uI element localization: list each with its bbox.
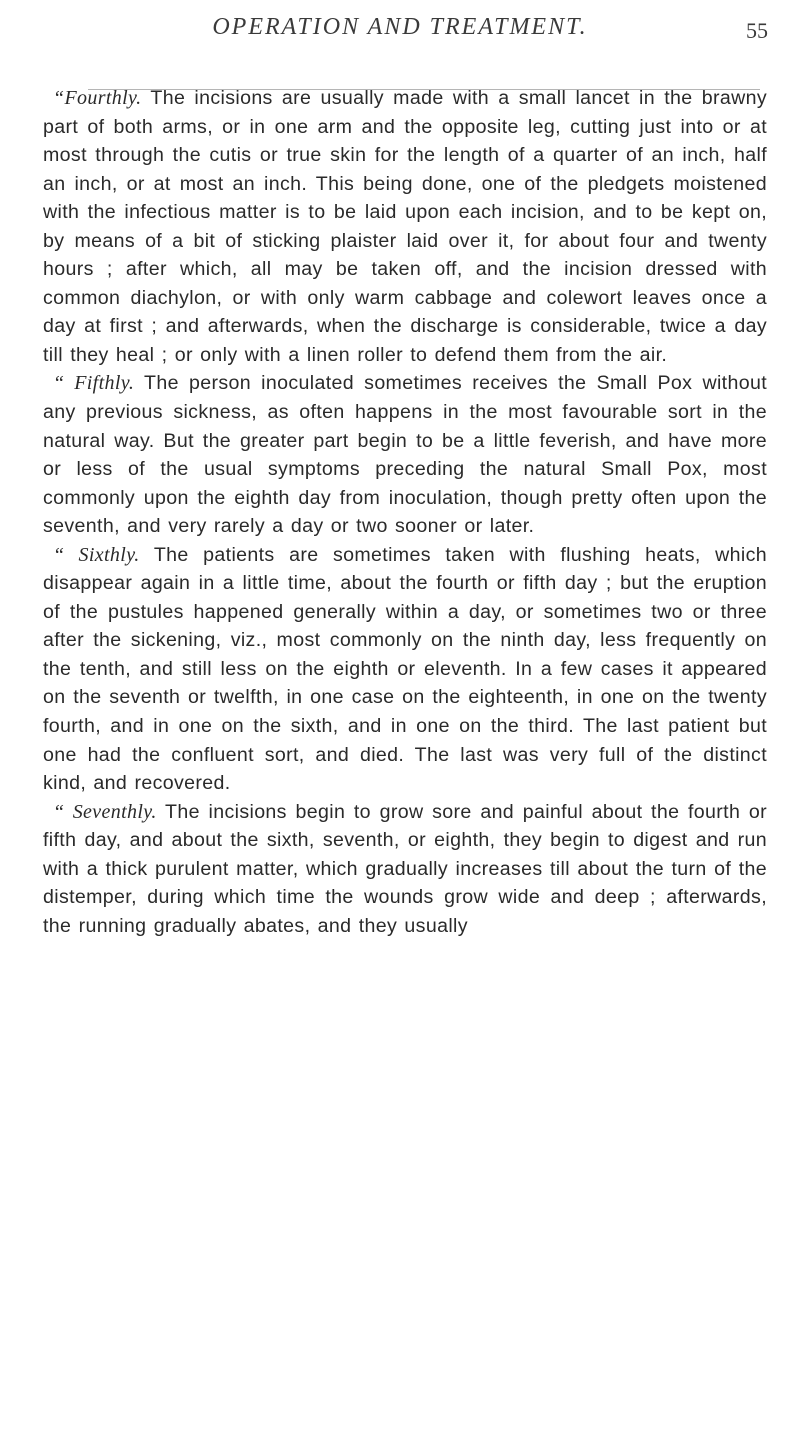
running-header <box>0 14 800 48</box>
page-number: 55 <box>746 18 768 43</box>
paragraph-lead: “ Sixthly. <box>53 543 140 566</box>
paragraph-seventhly <box>43 798 767 941</box>
paragraph-body: The incisions begin to grow sore and painful about the fourth or fifth day, and about the sixth, seventh, or eighth, they begin to digest and run with a thick purulent matter, which gradually increases till about the turn of the distemper, during which time the wounds grow wide and deep ; afterwards, the running gradually abates, and they usually <box>43 800 768 937</box>
running-title: OPERATION AND TREATMENT. <box>212 14 588 40</box>
paragraph-lead: “ Seventhly. <box>53 800 157 823</box>
paragraph-fifthly <box>43 369 767 540</box>
body-text <box>43 84 767 940</box>
paragraph-body: The person inoculated sometimes receives the Small Pox without any previous sickness, as often happens in the most favourable sort in the natural way. But the greater part begin to be a little feverish, and have more or less of the usual symptoms preceding the natural Small Pox, most commonly upon the eighth day from inoculation, though pretty often upon the seventh, and very rarely a day or two sooner or later. <box>43 372 767 538</box>
paragraph-lead: “Fourthly. <box>53 87 142 109</box>
paragraph-body: The patients are sometimes taken with flushing heats, which disappear again in a little time, about the fourth or fifth day ; but the eruption of the pustules happened generally within a day, or sometimes two or three after the sickening, viz., most commonly on the ninth day, less frequently on the tenth, and still less on the eighth or eleventh. In a few cases it appeared on the seventh or twelfth, in one case on the eighteenth, in one on the twenty fourth, and in one on the sixth, and in one on the third. The last patient but one had the confluent sort, and died. The last was very full of the distinct kind, and recovered. <box>43 543 767 795</box>
paragraph-sixthly <box>43 541 767 798</box>
paragraph-body: The incisions are usually made with a small lancet in the brawny part of both arms, or in one arm and the opposite leg, cutting just into or at most through the cutis or true skin for the length of a quarter of an inch, half an inch, or at most an inch. This being done, one of the pledgets moistened with the infectious matter is to be laid upon each incision, and to be kept on, by means of a bit of sticking plaister laid over it, for about four and twenty hours ; after which, all may be taken off, and the incision dressed with common diachylon, or with only warm cabbage and colewort leaves once a day at first ; and afterwards, when the discharge is considerable, twice a day till they heal ; or only with a linen roller to defend them from the air. <box>43 87 767 366</box>
paragraph-fourthly <box>43 84 767 369</box>
paragraph-lead: “ Fifthly. <box>53 372 135 395</box>
